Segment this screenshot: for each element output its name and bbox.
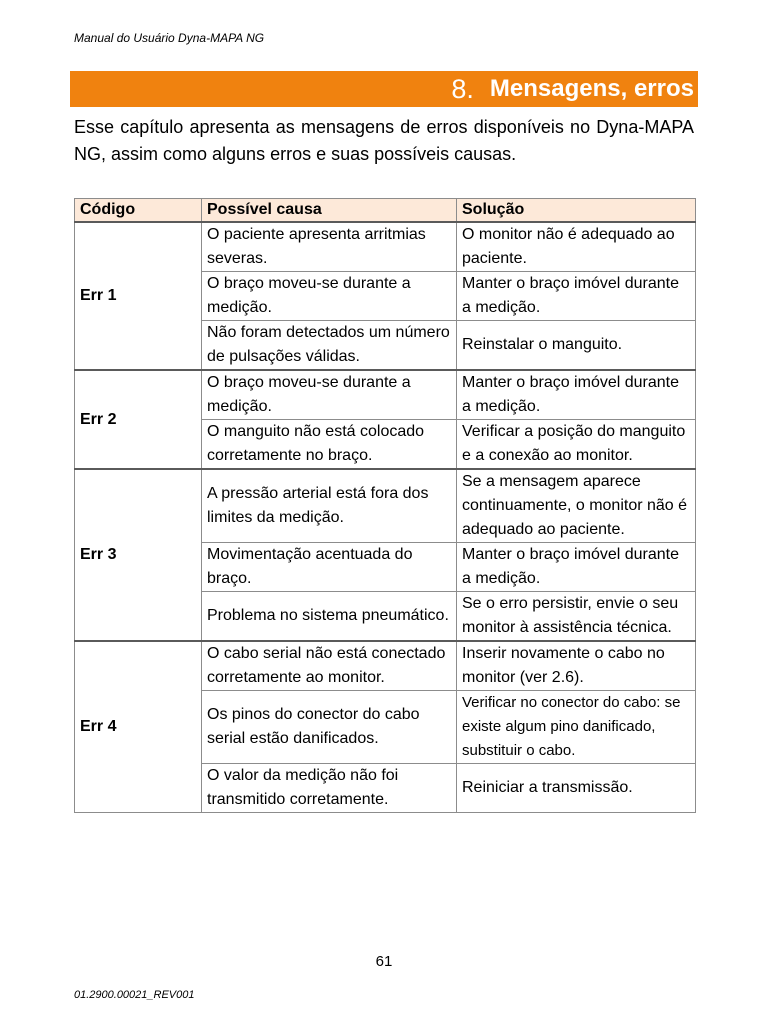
running-header: Manual do Usuário Dyna-MAPA NG (74, 31, 265, 45)
table-row (75, 641, 696, 691)
error-messages-table (74, 198, 696, 813)
error-group-err1 (75, 222, 696, 370)
column-header-solution: Solução (457, 199, 696, 223)
cause-cell: O paciente apresenta arritmias severas. (202, 222, 457, 272)
cause-cell: O valor da medição não foi transmitido corretamente. (202, 764, 457, 813)
cause-cell: Movimentação acentuada do braço. (202, 543, 457, 592)
cause-cell: A pressão arterial está fora dos limites da medição. (202, 469, 457, 543)
cause-cell: O braço moveu-se durante a medição. (202, 272, 457, 321)
solution-cell: Verificar a posição do manguito e a conexão ao monitor. (457, 420, 696, 470)
error-group-err2 (75, 370, 696, 469)
cause-cell: Os pinos do conector do cabo serial estão danificados. (202, 691, 457, 764)
solution-cell: Se o erro persistir, envie o seu monitor à assistência técnica. (457, 592, 696, 642)
error-group-err3 (75, 469, 696, 641)
table-row (75, 469, 696, 543)
cause-cell: O manguito não está colocado corretamente no braço. (202, 420, 457, 470)
solution-cell: Se a mensagem aparece continuamente, o monitor não é adequado ao paciente. (457, 469, 696, 543)
solution-cell: Reiniciar a transmissão. (457, 764, 696, 813)
table-row (75, 370, 696, 420)
solution-cell: Manter o braço imóvel durante a medição. (457, 543, 696, 592)
solution-cell: O monitor não é adequado ao paciente. (457, 222, 696, 272)
solution-cell: Inserir novamente o cabo no monitor (ver 2.6). (457, 641, 696, 691)
error-code: Err 1 (75, 222, 202, 370)
error-code: Err 3 (75, 469, 202, 641)
chapter-title: Mensagens, erros (489, 75, 694, 102)
solution-cell: Manter o braço imóvel durante a medição. (457, 272, 696, 321)
table-header-row (75, 199, 696, 223)
document-revision-code: 01.2900.00021_REV001 (74, 989, 195, 1001)
column-header-cause: Possível causa (202, 199, 457, 223)
table-row (75, 222, 696, 272)
error-code: Err 4 (75, 641, 202, 813)
page-number: 61 (375, 953, 393, 970)
column-header-code: Código (75, 199, 202, 223)
intro-paragraph: Esse capítulo apresenta as mensagens de erros disponíveis no Dyna-MAPA NG, assim como alguns erros e suas possíveis causas. (74, 117, 694, 164)
cause-cell: Não foram detectados um número de pulsações válidas. (202, 321, 457, 371)
chapter-number: 8. (451, 73, 474, 104)
solution-cell: Manter o braço imóvel durante a medição. (457, 370, 696, 420)
solution-cell: Verificar no conector do cabo: se existe algum pino danificado, substituir o cabo. (457, 691, 696, 764)
chapter-heading-bar (70, 71, 698, 107)
error-group-err4 (75, 641, 696, 813)
cause-cell: Problema no sistema pneumático. (202, 592, 457, 642)
error-code: Err 2 (75, 370, 202, 469)
cause-cell: O braço moveu-se durante a medição. (202, 370, 457, 420)
solution-cell: Reinstalar o manguito. (457, 321, 696, 371)
cause-cell: O cabo serial não está conectado corretamente ao monitor. (202, 641, 457, 691)
